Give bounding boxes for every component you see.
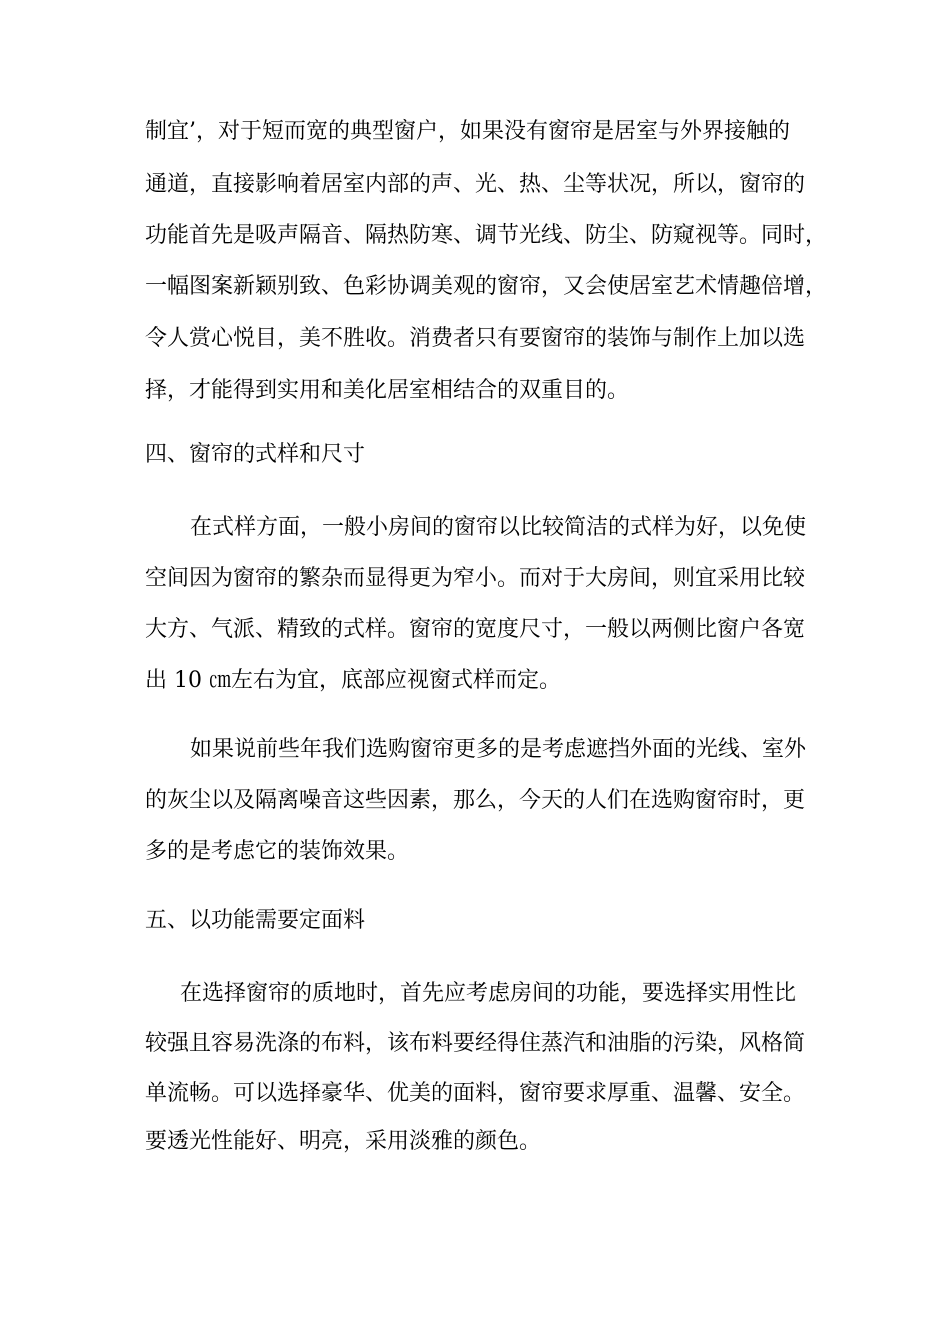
text-line: 在式样方面，一般小房间的窗帘以比较简洁的式样为好，以免使	[190, 515, 807, 540]
text-line: 一幅图案新颖别致、色彩协调美观的窗帘，又会使居室艺术情趣倍增，	[145, 274, 828, 299]
text-line: 较强且容易洗涤的布料，该布料要经得住蒸汽和油脂的污染，风格简	[145, 1031, 806, 1056]
text-line: 多的是考虑它的装饰效果。	[145, 839, 410, 864]
section-heading-four: 四、窗帘的式样和尺寸	[145, 442, 366, 467]
text-line: 功能首先是吸声隔音、隔热防寒、调节光线、防尘、防窥视等。同时，	[145, 223, 828, 248]
text-line: 制宜’，对于短而宽的典型窗户，如果没有窗帘是居室与外界接触的	[145, 119, 790, 144]
text-line: 择，才能得到实用和美化居室相结合的双重目的。	[145, 378, 630, 403]
text-line: 的灰尘以及隔离噪音这些因素，那么，今天的人们在选购窗帘时，更	[145, 788, 806, 813]
section-heading-five: 五、以功能需要定面料	[145, 908, 366, 933]
text-line: 如果说前些年我们选购窗帘更多的是考虑遮挡外面的光线、室外	[190, 737, 807, 762]
text-line: 空间因为窗帘的繁杂而显得更为窄小。而对于大房间，则宜采用比较	[145, 566, 806, 591]
text-line: 大方、气派、精致的式样。窗帘的宽度尺寸，一般以两侧比窗户各宽	[145, 617, 806, 642]
text-line: 在选择窗帘的质地时，首先应考虑房间的功能，要选择实用性比	[180, 981, 797, 1006]
text-line: 要透光性能好、明亮，采用淡雅的颜色。	[145, 1129, 542, 1154]
text-line: 通道，直接影响着居室内部的声、光、热、尘等状况，所以，窗帘的	[145, 172, 806, 197]
text-line: 单流畅。可以选择豪华、优美的面料，窗帘要求厚重、温馨、安全。	[145, 1081, 806, 1106]
text-line: 出 10 ㎝左右为宜，底部应视窗式样而定。	[145, 668, 561, 693]
text-line: 令人赏心悦目，美不胜收。消费者只有要窗帘的装饰与制作上加以选	[145, 326, 806, 351]
